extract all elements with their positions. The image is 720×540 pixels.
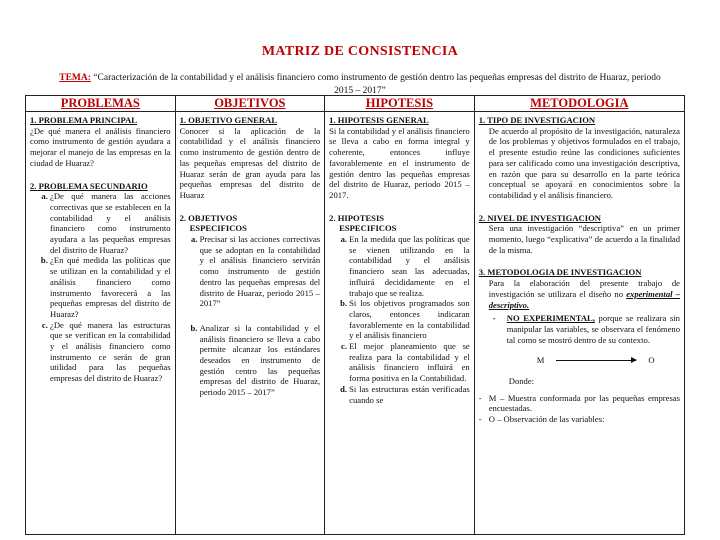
consistency-matrix [25, 95, 685, 535]
list-item: c. El mejor planeamiento que se realiza para la contabilidad y el análisis financiero influirá en forma positiva en la Contabilidad. [349, 341, 470, 384]
tema-label: TEMA: [59, 73, 91, 83]
hipotesis-list [329, 234, 470, 405]
hipotesis-especificos-subheading: ESPECIFICOS [339, 223, 397, 234]
no-experimental-text: porque se realizara sin manipular las variables, se observara el fenómeno tal como se mostró dentro de su contexto. [506, 313, 680, 345]
header-row [26, 96, 685, 112]
list-item: b. ¿En qué medida las políticas que se utilizan en la contabilidad y el análisis financiero como instrumento favorecerá a las pequeñas empresas del distrito de Huaraz? [50, 255, 171, 319]
header-problemas: PROBLEMAS [26, 96, 176, 112]
list-item: b. Si los objetivos programados son claros, entonces indicaran favorablemente en la contabilidad y el análisis financiero [349, 298, 470, 341]
no-experimental-label: NO EXPERIMENTAL, [506, 313, 595, 324]
list-item: d. Si las estructuras están verificadas cuando se [349, 384, 470, 405]
list-item: c. ¿De qué manera las estructuras que se verifican en la contabilidad y el análisis financiero como instrumento ce serán de gran utilidad para las pequeñas empresas del distrito de Huaraz? [50, 320, 171, 384]
definition-m [479, 393, 680, 414]
objetivo-general-text: Conocer si la aplicación de la contabilidad y el análisis financiero como instrumento de gestión dentro de las pequeñas empresas del distrito de Huaraz serán de gran ayuda para las pequeñas empresas del distrito de Huaraz [179, 125, 321, 200]
objetivos-especificos-subheading: ESPECIFICOS [189, 223, 247, 234]
hipotesis-especificos-heading: 2. HIPOTESIS [329, 212, 385, 223]
dash-mark: - [478, 414, 482, 425]
problemas-list [30, 191, 171, 384]
hipotesis-cell [325, 112, 475, 535]
header-metodologia: METODOLOGIA [474, 96, 684, 112]
problema-secundario-heading: 2. PROBLEMA SECUNDARIO [30, 180, 148, 191]
definition-m-text: M – Muestra conformada por las pequeñas empresas encuestadas. [488, 392, 680, 414]
no-experimental-bullet [493, 313, 680, 345]
list-item: a. Precisar si las acciones correctivas que se adoptan en la contabilidad y el análisis financiero servirán como instrumento de gestión dentro las pequeñas empresas del distrito de Huaraz, periodo 2015 – 2017” [200, 234, 321, 309]
list-item: a. ¿De qué manera las acciones correctivas que se establecen en la contabilidad y el análisis financiero como instrumento ayudara a las pequeñas empresas del distrito de Huaraz? [50, 191, 171, 255]
tipo-investigacion-text: De acuerdo al propósito de la investigación, naturaleza de los problemas y objetivos formulados en el trabajo, el presente estudio reúne las condiciones suficientes para ser calificado como una investigación descriptiva, en razón que para su desarrollo en la parte teórica conceptual se apoyará en conocimientos sobre la contabilidad y el análisis financiero. [488, 125, 680, 200]
tema-text: “Caracterización de la contabilidad y el análisis financiero como instrumento de gestión dentro las pequeñas empresas del distrito de Huaraz, periodo 2015 – 2017” [93, 73, 661, 96]
bullet-mark: - [492, 313, 496, 324]
definition-o-text: O – Observación de las variables: [488, 414, 605, 425]
problema-principal-heading: 1. PROBLEMA PRINCIPAL [30, 115, 138, 125]
page-title: MATRIZ DE CONSISTENCIA [261, 44, 459, 59]
metodologia-investigacion-heading: 3. METODOLOGIA DE INVESTIGACION [478, 267, 642, 278]
metodologia-design: experimental – descriptivo. [488, 288, 680, 310]
objetivos-list [180, 234, 321, 398]
m-o-diagram [537, 355, 680, 366]
metodologia-cell [474, 112, 684, 535]
diagram-o: O [648, 355, 655, 366]
problema-principal-text: ¿De qué manera el análisis financiero como instrumento de gestión ayudara a mejorar el manejo de las empresas en la ciudad de Huaraz? [30, 125, 171, 168]
dash-mark: - [478, 392, 482, 403]
nivel-investigacion-heading: 2. NIVEL DE INVESTIGACION [478, 212, 601, 223]
arrow-right-icon [556, 360, 636, 361]
objetivos-cell [175, 112, 325, 535]
problemas-cell [26, 112, 176, 535]
hipotesis-general-text: Si la contabilidad y el análisis financiero se lleva a cabo en forma integral y coherente, entonces influye favorablemente en el instrumento de gestión dentro las pequeñas empresas del distrito de Huaraz, periodo 2015 – 2017. [329, 125, 470, 200]
metodologia-investigacion-text [489, 278, 680, 310]
hipotesis-general-heading: 1. HIPOTESIS GENERAL [329, 115, 429, 125]
list-item: b. Analizar si la contabilidad y el análisis financiero se lleva a cabo permite alcanzar los estándares deseados en instrumento de gestión centro las pequeñas empresas del distrito de Huaraz, periodo 2015 – 2017” [200, 323, 321, 398]
tipo-investigacion-heading: 1. TIPO DE INVESTIGACION [478, 115, 596, 125]
objetivos-especificos-heading: 2. OBJETIVOS [179, 212, 238, 223]
metodologia-intro: Para la elaboración del presente trabajo de investigación se utilizara el diseño no [488, 278, 680, 299]
diagram-m: M [536, 355, 545, 366]
content-row [26, 112, 685, 535]
list-item: a. En la medida que las políticas que se vienen utilizando en la contabilidad y el análisis financiero sean las adecuadas, influirá decididamente en el trabajo que se realiza. [349, 234, 470, 298]
definition-o [479, 414, 680, 425]
header-objetivos: OBJETIVOS [175, 96, 325, 112]
header-hipotesis: HIPOTESIS [325, 96, 475, 112]
objetivo-general-heading: 1. OBJETIVO GENERAL [179, 115, 278, 125]
donde-label: Donde: [508, 376, 535, 387]
nivel-investigacion-text: Sera una investigación “descriptiva” en un primer momento, luego “explicativa” de acuerdo a la finalidad de la misma. [488, 223, 680, 255]
